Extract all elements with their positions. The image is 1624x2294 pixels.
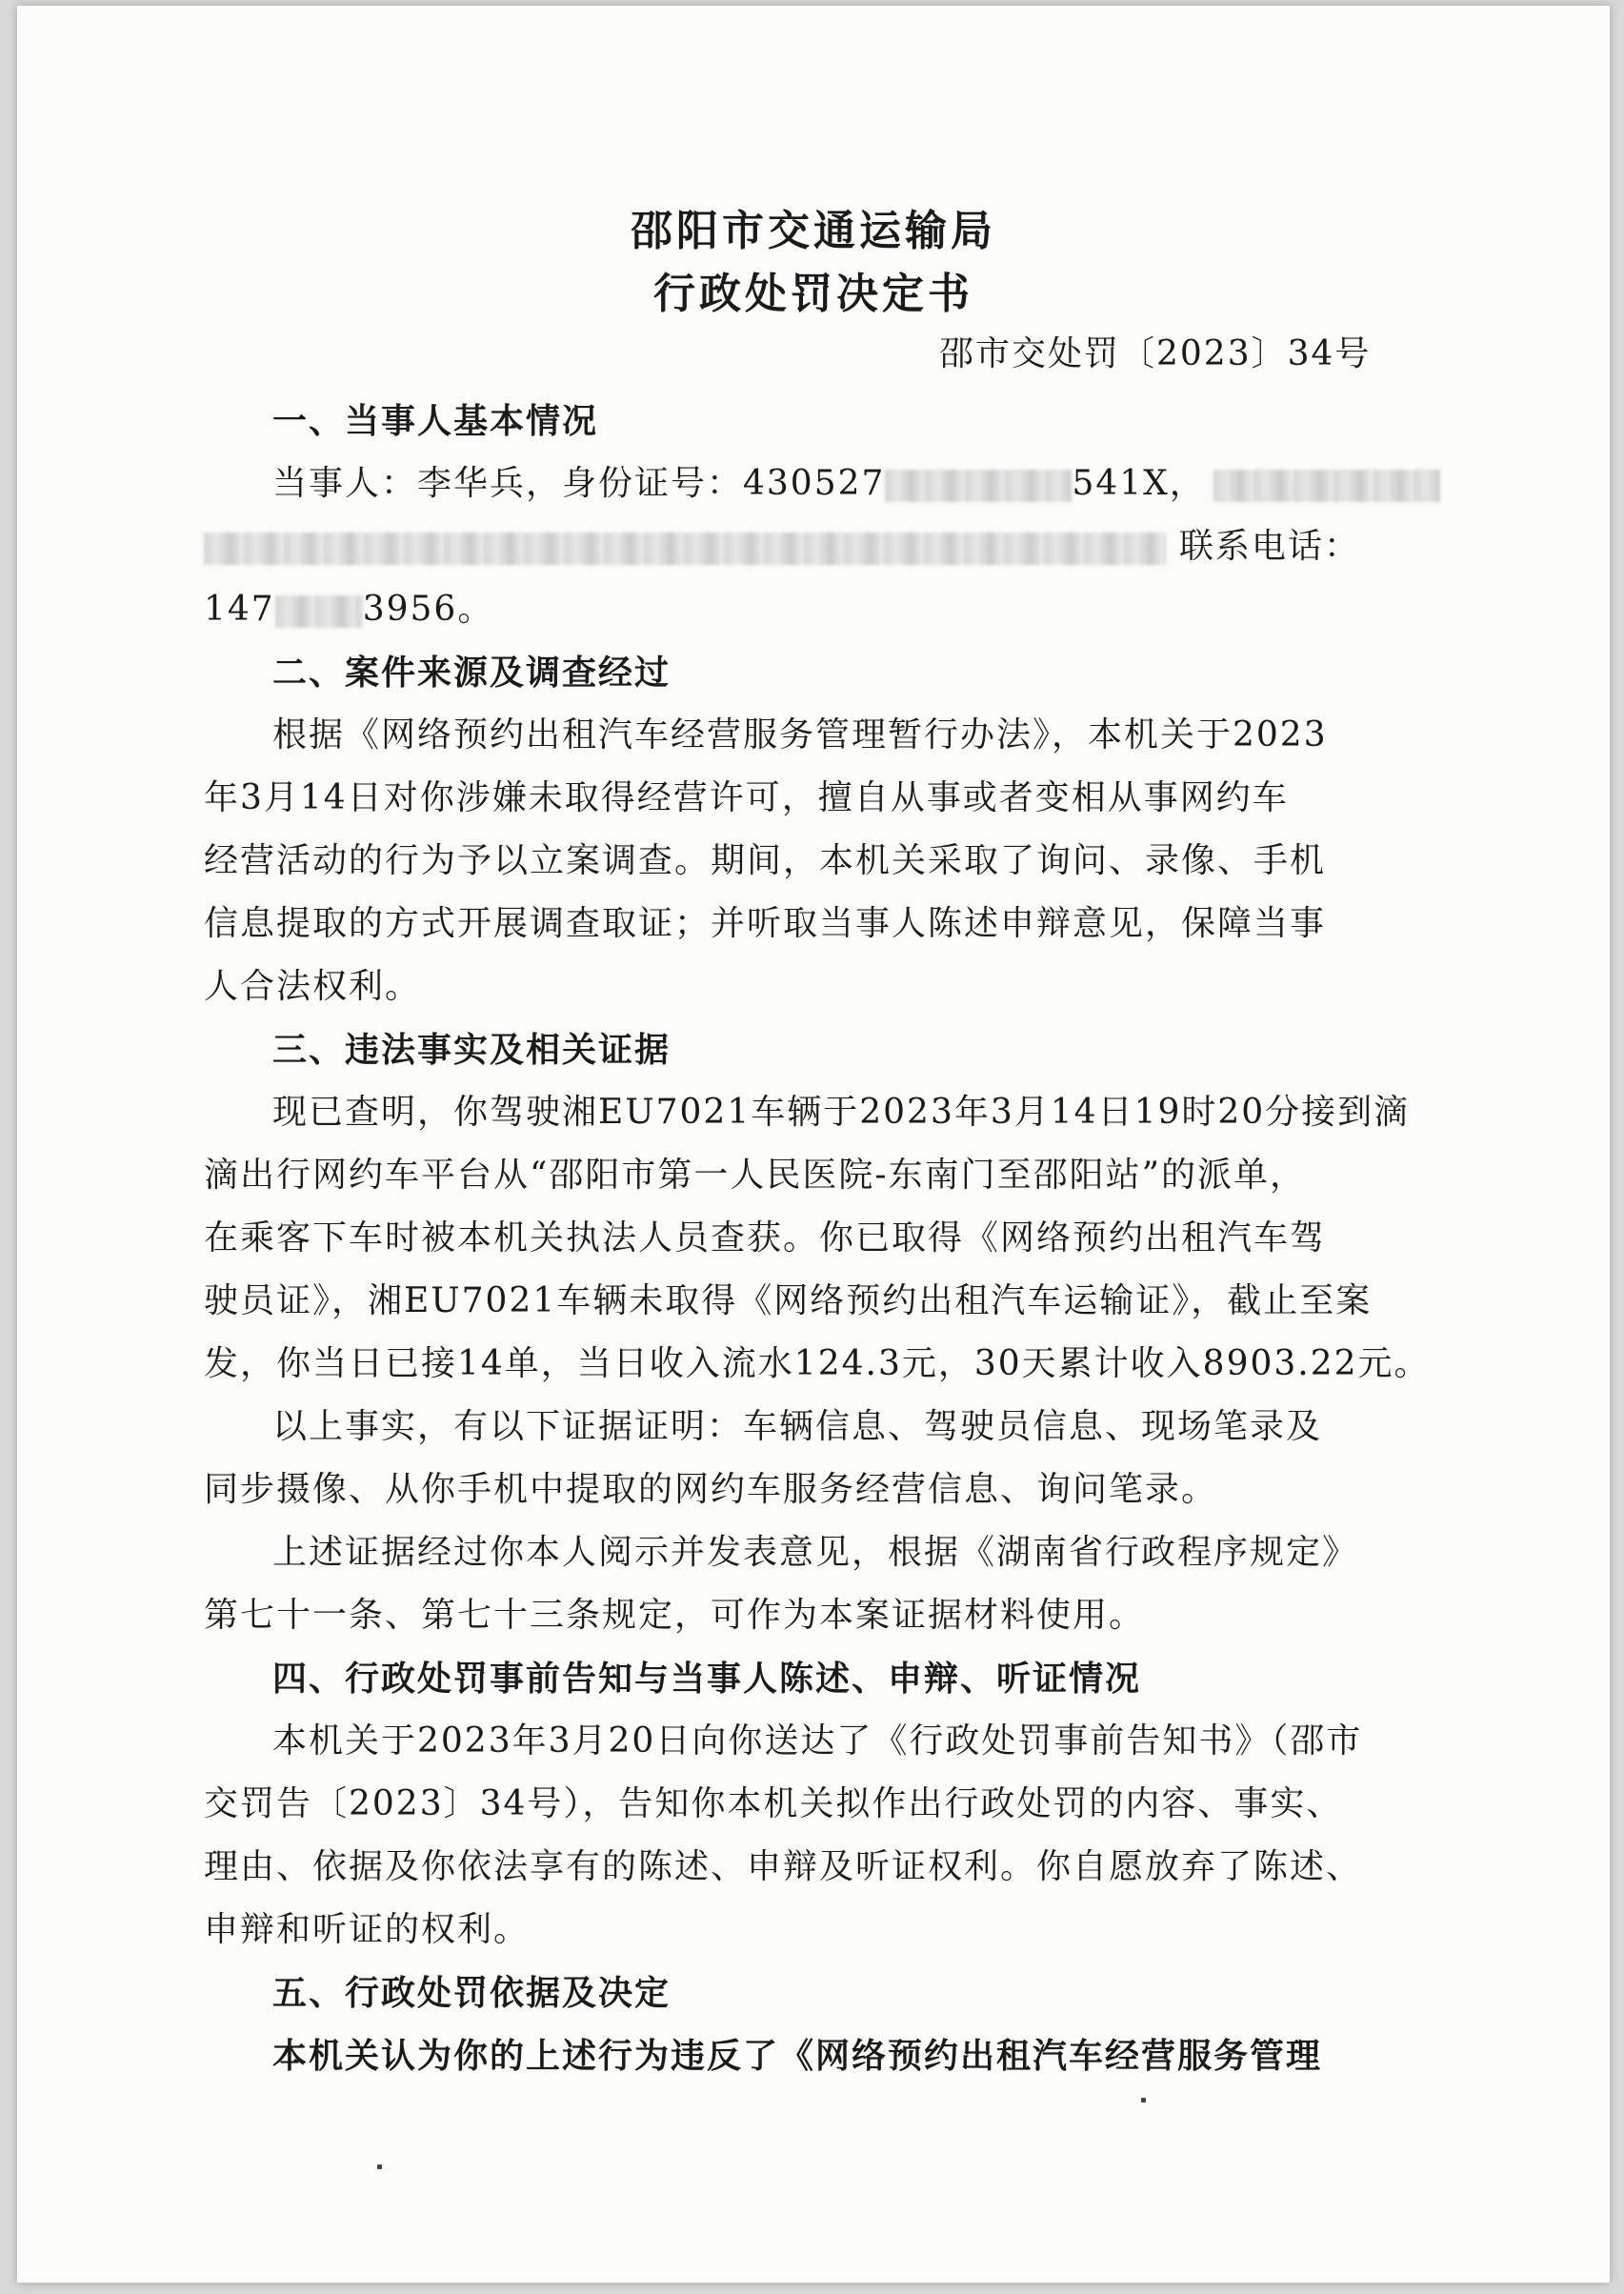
section-3-line: 上述证据经过你本人阅示并发表意见，根据《湖南省行政程序规定》	[272, 1533, 1359, 1572]
id-suffix: 541X，	[1072, 464, 1206, 503]
section-3-line: 在乘客下车时被本机关执法人员查获。你已取得《网络预约出租汽车驾	[204, 1218, 1327, 1258]
section-2-line: 信息提取的方式开展调查取证；并听取当事人陈述申辩意见，保障当事	[204, 904, 1327, 943]
party-info-line-2	[204, 524, 1360, 570]
section-5-line: 本机关认为你的上述行为违反了《网络预约出租汽车经营服务管理	[272, 2036, 1323, 2076]
scan-speck	[1141, 2098, 1146, 2103]
redacted-phone-middle	[275, 595, 363, 628]
party-phone-line	[204, 587, 493, 633]
document-type-title: 行政处罚决定书	[653, 270, 973, 318]
section-5-heading: 五、行政处罚依据及决定	[272, 1973, 672, 2013]
section-3-line: 以上事实，有以下证据证明：车辆信息、驾驶员信息、现场笔录及	[272, 1407, 1323, 1446]
section-4-line: 本机关于2023年3月20日向你送达了《行政处罚事前告知书》（邵市	[272, 1721, 1363, 1761]
section-1-heading: 一、当事人基本情况	[272, 401, 599, 441]
party-name-id-prefix: 当事人：李华兵，身份证号：430527	[272, 464, 886, 503]
section-2-line: 经营活动的行为予以立案调查。期间，本机关采取了询问、录像、手机	[204, 841, 1327, 880]
section-2-line: 人合法权利。	[204, 967, 422, 1006]
section-3-line: 第七十一条、第七十三条规定，可作为本案证据材料使用。	[204, 1596, 1146, 1635]
section-3-line: 滴出行网约车平台从“邵阳市第一人民医院-东南门至邵阳站”的派单，	[204, 1156, 1306, 1195]
phone-label: 联系电话：	[1179, 527, 1361, 566]
phone-suffix: 3956。	[362, 590, 494, 629]
redacted-address-start	[1213, 470, 1440, 502]
section-4-line: 理由、依据及你依法享有的陈述、申辩及听证权利。你自愿放弃了陈述、	[204, 1847, 1363, 1886]
redacted-address	[204, 533, 1166, 565]
document-number: 邵市交处罚〔2023〕34号	[939, 334, 1372, 373]
scan-speck	[377, 2164, 382, 2169]
section-4-line: 申辩和听证的权利。	[204, 1910, 531, 1949]
document-page	[17, 6, 1610, 2283]
section-3-line: 同步摄像、从你手机中提取的网约车服务经营信息、询问笔录。	[204, 1470, 1218, 1509]
section-2-line: 根据《网络预约出租汽车经营服务管理暂行办法》，本机关于2023	[272, 715, 1328, 755]
section-3-heading: 三、违法事实及相关证据	[272, 1030, 672, 1070]
section-3-line: 发，你当日已接14单，当日收入流水124.3元，30天累计收入8903.22元。	[204, 1344, 1431, 1383]
section-3-line: 现已查明，你驾驶湘EU7021车辆于2023年3月14日19时20分接到滴	[272, 1093, 1411, 1132]
party-info-line-1	[272, 461, 1440, 507]
section-2-line: 年3月14日对你涉嫌未取得经营许可，擅自从事或者变相从事网约车	[204, 778, 1289, 817]
section-4-line: 交罚告〔2023〕34号），告知你本机关拟作出行政处罚的内容、事实、	[204, 1784, 1343, 1823]
agency-title: 邵阳市交通运输局	[631, 207, 996, 255]
phone-prefix: 147	[204, 590, 275, 629]
section-2-heading: 二、案件来源及调查经过	[272, 653, 672, 693]
redacted-id-middle	[885, 470, 1072, 502]
section-4-heading: 四、行政处罚事前告知与当事人陈述、申辩、听证情况	[272, 1659, 1142, 1699]
section-3-line: 驶员证》，湘EU7021车辆未取得《网络预约出租汽车运输证》，截止至案	[204, 1281, 1373, 1320]
